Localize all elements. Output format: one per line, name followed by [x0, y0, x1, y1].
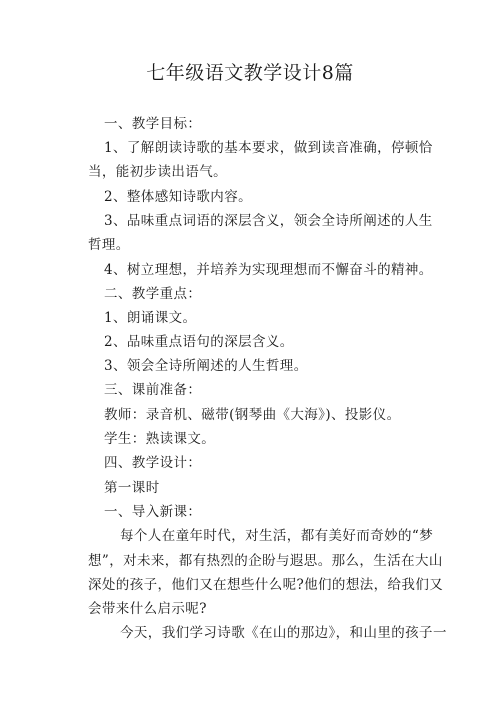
paragraph-line: 1、朗诵课文。	[104, 310, 197, 326]
section-heading-goals: 一、教学目标：	[104, 116, 202, 132]
paragraph-line: 会带来什么启示呢?	[88, 601, 207, 617]
section-heading-preparation: 三、课前准备：	[104, 382, 202, 398]
lesson-heading: 第一课时	[104, 480, 160, 496]
paragraph-line: 教师：录音机、磁带(钢琴曲《大海》)、投影仪。	[104, 407, 401, 423]
section-heading-intro: 一、导入新课：	[104, 504, 202, 520]
paragraph-line: 每个人在童年时代，对生活，都有美好而奇妙的“梦	[120, 528, 434, 544]
paragraph-line: 想”，对未来，都有热烈的企盼与遐思。那么，生活在大山	[88, 553, 443, 569]
paragraph-line: 深处的孩子，他们又在想些什么呢?他们的想法，给我们又	[88, 577, 444, 593]
section-heading-design: 四、教学设计：	[104, 455, 202, 471]
document-title: 七年级语文教学设计8篇	[146, 62, 354, 84]
paragraph-line: 2、整体感知诗歌内容。	[104, 189, 252, 205]
section-heading-key-points: 二、教学重点：	[104, 286, 202, 302]
paragraph-line: 4、树立理想，并培养为实现理想而不懈奋斗的精神。	[104, 262, 433, 278]
paragraph-line: 学生：熟读课文。	[104, 431, 216, 447]
paragraph-line: 1、了解朗读诗歌的基本要求，做到读音准确，停顿恰	[104, 140, 433, 156]
paragraph-line: 3、领会全诗所阐述的人生哲理。	[104, 358, 308, 374]
paragraph-line: 2、品味重点语句的深层含义。	[104, 334, 294, 350]
paragraph-line: 当，能初步读出语气。	[88, 164, 227, 180]
paragraph-line: 3、品味重点词语的深层含义，领会全诗所阐述的人生	[104, 213, 433, 229]
paragraph-line: 哲理。	[88, 237, 130, 253]
paragraph-line: 今天，我们学习诗歌《在山的那边》，和山里的孩子一	[120, 625, 447, 641]
